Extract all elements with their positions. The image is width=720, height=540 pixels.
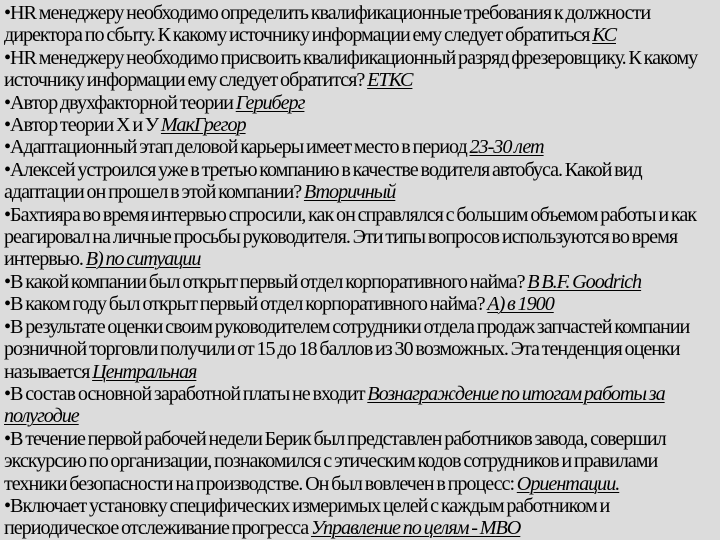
list-item <box>4 428 718 495</box>
bullet: • <box>4 427 11 450</box>
list-item <box>4 204 718 271</box>
bullet: • <box>4 2 11 24</box>
list-item <box>4 136 718 158</box>
bullet: • <box>4 270 11 293</box>
list-item <box>4 159 718 204</box>
bullet: • <box>4 91 11 114</box>
list-item <box>4 293 718 315</box>
question-text: Автор теории Х и У <box>10 114 161 137</box>
answer-text: ЕТКС <box>367 69 413 92</box>
answer-text: Центральная <box>92 360 197 383</box>
bullet: • <box>4 315 11 338</box>
answer-text: Управление по целям - MBO <box>311 517 521 540</box>
answer-text: Гериберг <box>235 91 305 114</box>
bullet: • <box>4 114 11 137</box>
answer-text: КС <box>592 24 616 47</box>
list-item <box>4 316 718 383</box>
bullet: • <box>4 46 11 69</box>
bullet: • <box>4 136 11 159</box>
question-text: Алексей устроился уже в третью компанию в качестве водителя автобуса. Какой вид адаптации он прошел в этой компании? <box>4 158 642 204</box>
list-item <box>4 47 718 92</box>
list-item <box>4 114 718 136</box>
question-text: Адаптационный этап деловой карьеры имеет место в период <box>10 136 470 159</box>
question-text: HR менеджеру необходимо определить квалификационные требования к должности директора по сбыту. К какому источнику информации ему следует обратиться <box>4 2 651 47</box>
question-text: Бахтияра во время интервью спросили, как он справлялся с большим объемом работы и как реагировал на личные просьбы руководителя. Эти типы вопросов используются во время интервью. <box>4 203 697 271</box>
list-item <box>4 383 718 428</box>
answer-text: 23-30 лет <box>469 136 544 159</box>
document-body <box>4 2 718 540</box>
question-text: В течение первой рабочей недели Берик был представлен работников завода, совершил экскурсию по организации, познакомился с этическим кодов сотрудников и правилами техники безопасности на производстве. Он был вовлечен в процесс: <box>4 427 666 495</box>
bullet: • <box>4 203 11 226</box>
answer-text: A) в 1900 <box>487 293 554 316</box>
bullet: • <box>4 382 11 405</box>
answer-text: МакГрегор <box>160 114 246 137</box>
bullet: • <box>4 158 11 181</box>
question-text: В каком году был открыт первый отдел корпоративного найма? <box>10 293 488 316</box>
question-text: В какой компании был открыт первый отдел корпоративного найма? <box>10 270 528 293</box>
list-item <box>4 495 718 540</box>
answer-text: B) по ситуации <box>85 248 201 271</box>
answer-text: Вторичный <box>303 181 396 204</box>
question-text: HR менеджеру необходимо присвоить квалификационный разряд фрезеровщику. К какому источнику информации ему следует обратится? <box>4 46 698 92</box>
answer-text: B B.F. Goodrich <box>527 270 642 293</box>
question-text: В результате оценки своим руководителем сотрудники отдела продаж запчастей компании розничной торговли получили от 15 до 18 баллов из 30 возможных. Эта тенденция оценки называется <box>4 315 690 383</box>
bullet: • <box>4 293 11 316</box>
question-text: В состав основной заработной платы не входит <box>10 382 368 405</box>
question-text: Автор двухфакторной теории <box>10 91 236 114</box>
list-item <box>4 271 718 293</box>
question-text: Включает установку специфических измеримых целей с каждым работником и периодическое отслеживание прогресса <box>4 494 610 540</box>
answer-text: Ориентации. <box>516 472 620 495</box>
answer-text: Вознаграждение по итогам работы за полугодие <box>4 382 665 428</box>
list-item <box>4 92 718 114</box>
list-item <box>4 2 718 47</box>
bullet: • <box>4 494 11 517</box>
